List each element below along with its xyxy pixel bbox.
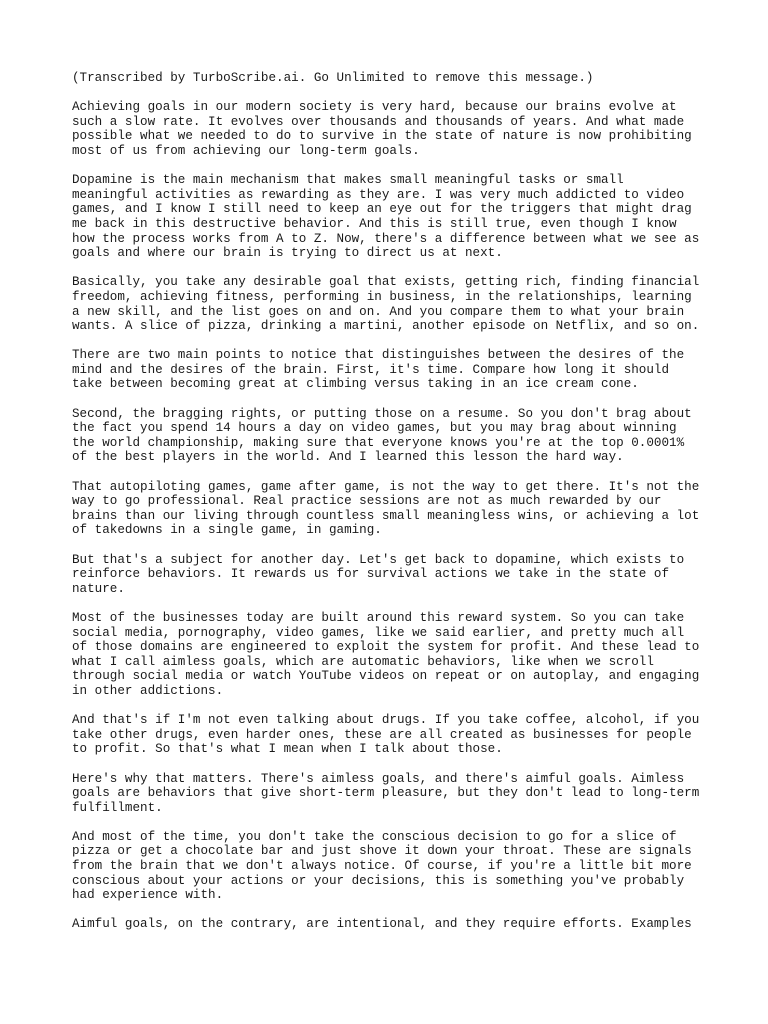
- text-line: through social media or watch YouTube videos on repeat or on autoplay, and engaging: [72, 669, 700, 684]
- text-line: nature.: [72, 581, 125, 596]
- text-line: in other addictions.: [72, 683, 224, 698]
- paragraph: [72, 480, 712, 538]
- text-line: Basically, you take any desirable goal that exists, getting rich, finding financial: [72, 275, 700, 290]
- text-line: the world championship, making sure that everyone knows you're at the top 0.0001%: [72, 435, 685, 450]
- text-line: what I call aimless goals, which are automatic behaviors, like when we scroll: [72, 654, 654, 669]
- text-line: Aimful goals, on the contrary, are intentional, and they require efforts. Examples: [72, 917, 692, 932]
- text-line: take between becoming great at climbing versus taking in an ice cream cone.: [72, 377, 639, 392]
- text-line: possible what we needed to do to survive in the state of nature is now prohibiting: [72, 129, 692, 144]
- text-line: But that's a subject for another day. Let's get back to dopamine, which exists to: [72, 552, 685, 567]
- text-line: goals and where our brain is trying to direct us at next.: [72, 246, 503, 261]
- text-line: And most of the time, you don't take the conscious decision to go for a slice of: [72, 829, 677, 844]
- text-line: mind and the desires of the brain. First, it's time. Compare how long it should: [72, 362, 670, 377]
- paragraph: [72, 100, 712, 158]
- text-line: Most of the businesses today are built around this reward system. So you can take: [72, 610, 685, 625]
- text-line: conscious about your actions or your decisions, this is something you've probably: [72, 873, 685, 888]
- text-line: social media, pornography, video games, like we said earlier, and pretty much all: [72, 625, 685, 640]
- text-line: pizza or get a chocolate bar and just shove it down your throat. These are signals: [72, 844, 692, 859]
- text-line: of those domains are engineered to exploit the system for profit. And these lead to: [72, 640, 700, 655]
- paragraph: [72, 348, 712, 392]
- text-line: freedom, achieving fitness, performing in business, in the relationships, learning: [72, 289, 692, 304]
- text-line: of takedowns in a single game, in gaming.: [72, 523, 382, 538]
- text-line: most of us from achieving our long-term goals.: [72, 143, 420, 158]
- text-line: (Transcribed by TurboScribe.ai. Go Unlimited to remove this message.): [72, 71, 594, 85]
- paragraph: [72, 553, 712, 597]
- text-line: from the brain that we don't always notice. Of course, if you're a little bit more: [72, 859, 692, 874]
- paragraph: [72, 407, 712, 465]
- paragraph: [72, 173, 712, 261]
- text-line: And that's if I'm not even talking about drugs. If you take coffee, alcohol, if you: [72, 713, 700, 728]
- text-line: of the best players in the world. And I learned this lesson the hard way.: [72, 450, 624, 465]
- text-line: reinforce behaviors. It rewards us for survival actions we take in the state of: [72, 567, 670, 582]
- text-line: Achieving goals in our modern society is very hard, because our brains evolve at: [72, 100, 677, 115]
- text-line: fulfillment.: [72, 800, 163, 815]
- paragraph: [72, 611, 712, 699]
- text-line: Dopamine is the main mechanism that makes small meaningful tasks or small: [72, 173, 624, 188]
- paragraph: [72, 275, 712, 333]
- text-line: how the process works from A to Z. Now, there's a difference between what we see as: [72, 231, 700, 246]
- text-line: brains than our living through countless small meaningless wins, or achieving a lot: [72, 508, 700, 523]
- text-line: take other drugs, even harder ones, these are all created as businesses for people: [72, 727, 692, 742]
- paragraph: [72, 830, 712, 903]
- text-line: such a slow rate. It evolves over thousands and thousands of years. And what made: [72, 114, 685, 129]
- text-line: There are two main points to notice that distinguishes between the desires of the: [72, 348, 685, 363]
- text-line: meaningful activities as rewarding as they are. I was very much addicted to video: [72, 187, 685, 202]
- paragraph: [72, 772, 712, 816]
- text-line: to profit. So that's what I mean when I talk about those.: [72, 742, 503, 757]
- paragraph: [72, 713, 712, 757]
- text-line: the fact you spend 14 hours a day on video games, but you may brag about winning: [72, 421, 677, 436]
- text-line: me back in this destructive behavior. And this is still true, even though I know: [72, 216, 677, 231]
- text-line: wants. A slice of pizza, drinking a martini, another episode on Netflix, and so on.: [72, 319, 700, 334]
- paragraph: [72, 71, 712, 86]
- text-line: That autopiloting games, game after game, is not the way to get there. It's not the: [72, 479, 700, 494]
- text-line: Second, the bragging rights, or putting those on a resume. So you don't brag about: [72, 406, 692, 421]
- text-line: a new skill, and the list goes on and on. And you compare them to what your brain: [72, 304, 685, 319]
- text-line: goals are behaviors that give short-term pleasure, but they don't lead to long-term: [72, 786, 700, 801]
- text-line: games, and I know I still need to keep an eye out for the triggers that might drag: [72, 202, 692, 217]
- text-line: Here's why that matters. There's aimless goals, and there's aimful goals. Aimless: [72, 771, 685, 786]
- paragraph: [72, 917, 712, 932]
- document-page: [72, 71, 712, 947]
- text-line: way to go professional. Real practice sessions are not as much rewarded by our: [72, 494, 662, 509]
- text-line: had experience with.: [72, 888, 224, 903]
